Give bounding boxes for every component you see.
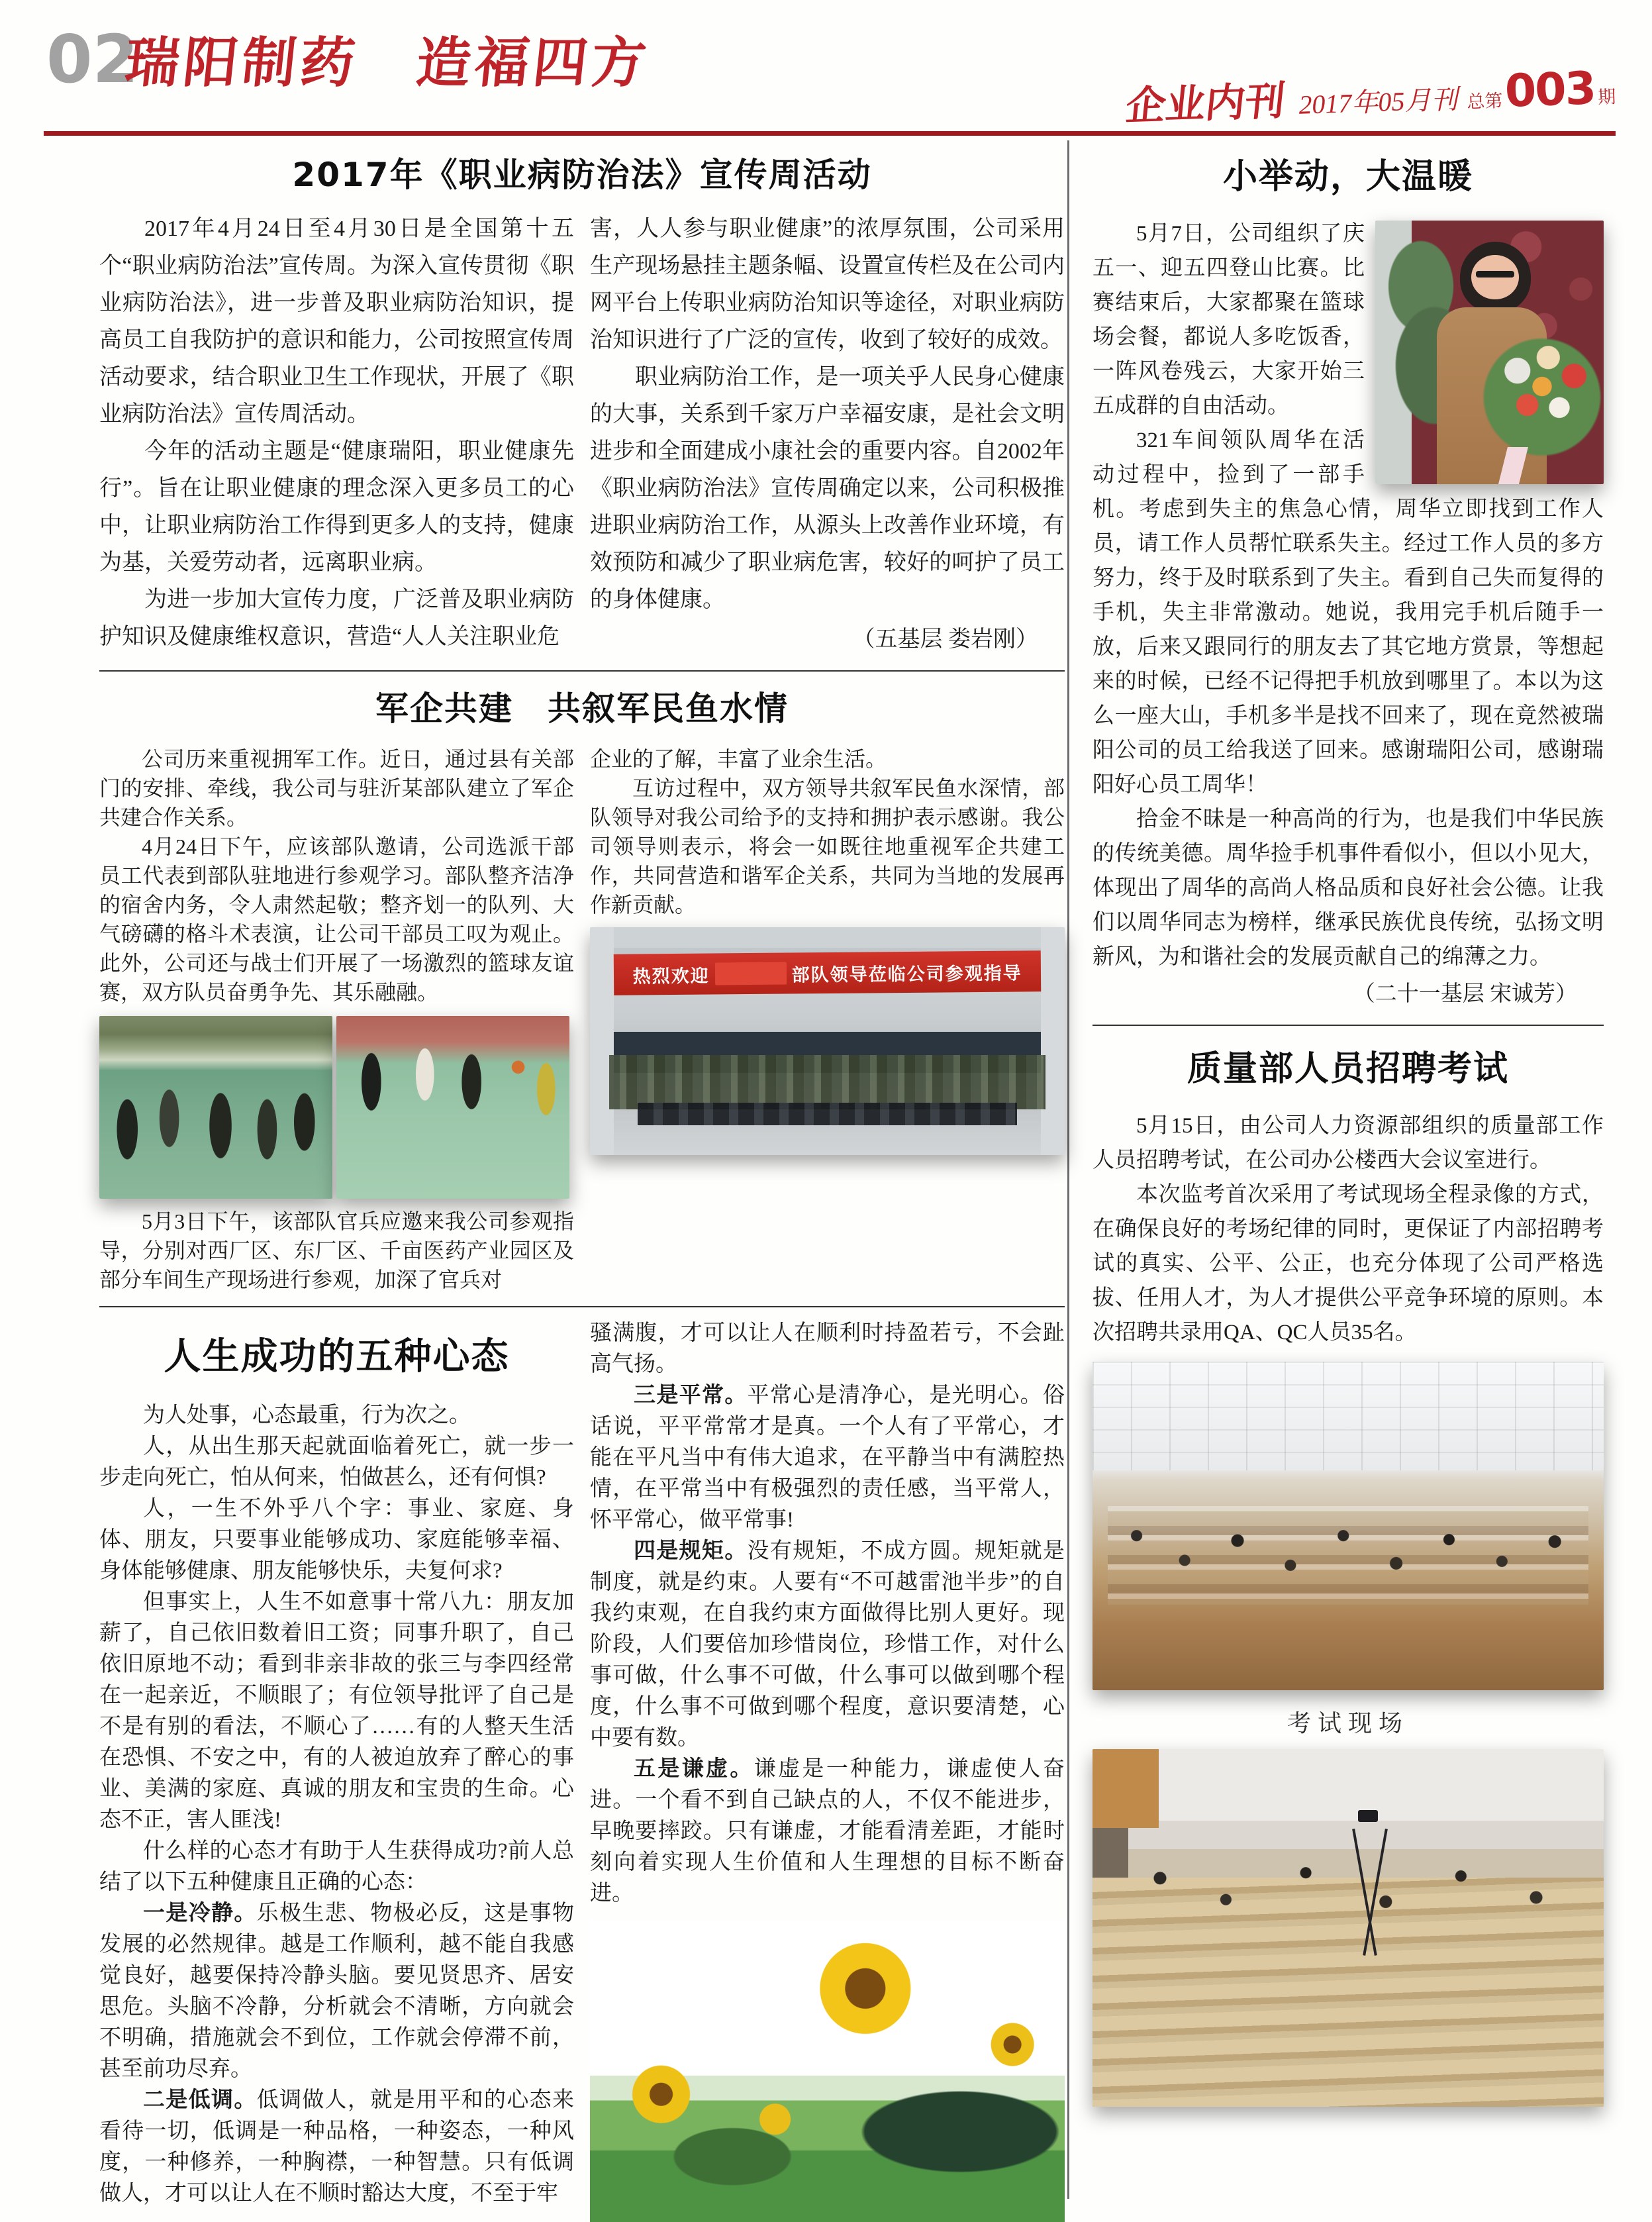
paragraph: 今年的活动主题是“健康瑞阳，职业健康先行”。旨在让职业健康的理念深入更多员工的心中，让职业病防治工作得到更多人的支持，健康为基，关爱劳动者，远离职业病。 (99, 439, 574, 575)
paragraph: 5月7日，公司组织了庆五一、迎五四登山比赛。比赛结束后，大家都聚在篮球场会餐，都说人多吃饭香，一阵风卷残云，大家开始三五成群的自由活动。 (1093, 222, 1365, 418)
article-five-mindsets (99, 1318, 1065, 2222)
article-recruitment-exam (1093, 1040, 1604, 2107)
text-column (590, 1318, 1065, 2222)
banner-text-right: 部队领导莅临公司参观指导 (791, 962, 1022, 985)
paragraph: 四是规矩。没有规矩，不成方圆。规矩就是制度，就是约束。人要有“不可越雷池半步”的自我约束观，在自我约束方面做得比别人更好。现阶段，人们要倍加珍惜岗位，珍惜工作，对什么事可做，什么事不可做，什么事可以做到哪个程度，什么事不可做到哪个程度，意识要清楚，心中要有数。 (590, 1539, 1065, 1750)
photo-troop-group-visit (590, 927, 1065, 1155)
examinees-shape (1108, 1506, 1588, 1605)
text-column-body (1093, 1109, 1604, 1350)
paragraph: 5月15日，由公司人力资源部组织的质量部工作人员招聘考试，在公司办公楼西大会议室进行。 (1093, 1114, 1604, 1172)
issue-suffix: 期 (1597, 87, 1616, 108)
paragraph: 二是低调。低调做人，就是用平和的心态来看待一切，低调是一种品格，一种姿态，一种风度，一种修养，一种胸襟，一种智慧。只有低调做人，才可以让人在不顺时豁达大度，不至于牢 (99, 2088, 575, 2205)
paragraph: 5月3日下午，该部队官兵应邀来我公司参观指导，分别对西厂区、东厂区、千亩医药产业园区及部分车间生产现场进行参观，加深了官兵对 (99, 1209, 574, 1291)
welcome-banner (614, 950, 1042, 995)
paragraph: 害，人人参与职业健康”的浓厚氛围，公司采用生产现场悬挂主题条幅、设置宣传栏及在公司内网平台上传职业病防治知识等途径，对职业病防治知识进行了广泛的宣传，收到了较好的成效。 (590, 217, 1065, 352)
paragraph: 为进一步加大宣传力度，广泛普及职业病防护知识及健康维权意识，营造“人人关注职业危 (99, 587, 574, 649)
column-divider-rule (1067, 140, 1069, 2199)
article-title: 2017年《职业病防治法》宣传周活动 (292, 156, 872, 194)
paragraph: 公司历来重视拥军工作。近日，通过县有关部门的安排、牵线，我公司与驻沂某部队建立了军企共建合作关系。 (99, 747, 574, 829)
redacted-unit-name (714, 962, 786, 985)
photo-sunflowers (590, 1920, 1065, 2222)
masthead-title: 企业内刊 (1124, 79, 1288, 129)
text-column (99, 744, 574, 1294)
paragraph: 为人处事，心态最重，行为次之。 (143, 1403, 471, 1427)
page-number: 02 (46, 21, 139, 98)
video-camera-shape (1358, 1810, 1378, 1822)
photo-exam-room-rear (1093, 1749, 1604, 2107)
paragraph: 321车间领队周华在活动过程中，捡到了一部手机。考虑到失主的焦急心情，周华立即找到工作人员，请工作人员帮忙联系失主。经过工作人员的多方努力，终于及时联系到了失主。看到自己失而复得的手机，失主非常激动。她说，我用完手机后随手一放，后来又跟同行的朋友去了其它地方赏景，等想起来的时候，已经不记得把手机放到哪里了。本以为这么一座大山，手机多半是找不回来了，现在竟然被瑞阳公司的员工给我送了回来。感谢瑞阳公司，感谢瑞阳好心员工周华！ (1093, 429, 1604, 797)
paragraph: 人，从出生那天起就面临着死亡，就一步一步走向死亡，怕从何来，怕做甚么，还有何惧? (99, 1435, 574, 1490)
article-title: 小举动，大温暖 (1222, 157, 1473, 197)
paragraph: 但事实上，人生不如意事十常八九：朋友加薪了，自己依旧数着旧工资；同事升职了，自己依旧原地不动；看到非亲非故的张三与李四经常在一起亲近，不顺眼了；有位领导批评了自己是不是有别的看法，不顺心了……有的人整天生活在恐惧、不安之中，有的人被迫放弃了醉心的事业、美满的家庭、真诚的朋友和宝贵的生命。心态不正，害人匪浅! (99, 1590, 574, 1832)
crowd-front-row-shape (638, 1103, 1018, 1125)
paragraph: 人，一生不外乎八个字：事业、家庭、身体、朋友，只要事业能够成功、家庭能够幸福、身体能够健康、朋友能够快乐，夫复何求? (99, 1497, 574, 1583)
paragraph: 职业病防治工作，是一项关乎人民身心健康的大事，关系到千家万户幸福安康，是社会文明进步和全面建成小康社会的重要内容。自2002年《职业病防治法》宣传周确定以来，公司积极推进职业病防治工作，从源头上改善作业环境，有效预防和减少了职业病危害，较好的呵护了员工的身体健康。 (590, 365, 1065, 612)
text-column-body (99, 1207, 574, 1294)
byline: （五基层 娄岩刚） (852, 627, 1038, 652)
ceiling-shape (1093, 1362, 1604, 1470)
text-column (99, 211, 574, 658)
paragraph-lead: 二是低调。 (143, 2088, 257, 2112)
bouquet-shape (1481, 331, 1604, 463)
paragraph-lead: 一是冷静。 (143, 1901, 257, 1925)
crowd-shape (609, 1055, 1046, 1110)
text-column (590, 211, 1065, 658)
text-column-body (99, 744, 574, 1007)
paragraph: 什么样的心态才有助于人生获得成功?前人总结了以下五种健康且正确的心态： (99, 1839, 574, 1894)
wall-accent-shape (1093, 1749, 1159, 1828)
section-divider (99, 670, 1065, 672)
paragraph: 4月24日下午，应该部队邀请，公司选派干部员工代表到部队驻地进行参观学习。部队整齐洁净的宿舍内务，令人肃然起敬；整齐划一的队列、大气磅礴的格斗术表演，让公司干部员工叹为观止。此外，公司还与战士们开展了一场激烈的篮球友谊赛，双方队员奋勇争先、其乐融融。 (99, 834, 574, 1004)
text-column-body (99, 1400, 574, 2209)
section-divider (1093, 1025, 1604, 1026)
banner-text-left: 热烈欢迎 (632, 965, 710, 987)
photo-woman-with-bouquet (1375, 221, 1604, 484)
header-rule (44, 131, 1616, 136)
article-title: 质量部人员招聘考试 (1187, 1049, 1509, 1089)
text-column-body (590, 1318, 1065, 1909)
paragraph: 拾金不昧是一种高尚的行为，也是我们中华民族的传统美德。周华捡手机事件看似小，但以小见大，体现出了周华的高尚人格品质和良好社会公德。让我们以周华同志为榜样，继承民族优良传统，弘扬文明新风，为和谐社会的发展贡献自己的绵薄之力。 (1093, 807, 1604, 969)
photo-row (99, 1016, 574, 1199)
issue-prefix: 总第 (1466, 91, 1504, 112)
right-page-region (1093, 148, 1604, 2107)
paragraph-lead: 四是规矩。 (634, 1539, 748, 1563)
article-title: 军企共建 共叙军民鱼水情 (375, 689, 789, 728)
paragraph: 骚满腹，才可以让人在顺利时持盈若亏，不会趾高气扬。 (590, 1321, 1065, 1376)
paragraph: 五是谦虚。谦虚是一种能力，谦虚使人奋进。一个看不到自己缺点的人，不仅不能进步，早晚要摔跤。只有谦虚，才能看清差距，才能时刻向着实现人生价值和人生理想的目标不断奋进。 (590, 1757, 1065, 1905)
paragraph: 2017年4月24日至4月30日是全国第十五个“职业病防治法”宣传周。为深入宣传贯彻《职业病防治法》，进一步普及职业病防治知识，提高员工自我防护的意识和能力，公司按照宣传周活动要求，结合职业卫生工作现状，开展了《职业病防治法》宣传周活动。 (99, 217, 574, 427)
byline: （二十一基层 宋诚芳） (1353, 982, 1577, 1006)
paragraph: 互访过程中，双方领导共叙军民鱼水深情，部队领导对我公司给予的支持和拥护表示感谢。我公司领导则表示，将会一如既往地重视军企共建工作，共同营造和谐军企关系，共同为当地的发展再作新贡献。 (590, 776, 1065, 917)
text-column-body (590, 744, 1065, 919)
article-military-enterprise (99, 682, 1065, 1294)
left-page-region (99, 148, 1065, 2222)
text-column-body (590, 211, 1065, 619)
article-warm-deed (1093, 148, 1604, 1011)
paragraph: 三是平常。平常心是清净心，是光明心。俗话说，平平常常才是真。一个人有了平常心，才能在平凡当中有伟大追求，在平静当中有满腔热情，在平常当中有极强烈的责任感，当平常人，怀平常心，做平常事! (590, 1384, 1065, 1532)
photo-exam-room-wide (1093, 1362, 1604, 1690)
paragraph: 本次监考首次采用了考试现场全程录像的方式，在确保良好的考场纪律的同时，更保证了内部招聘考试的真实、公平、公正，也充分体现了公司严格选拔、任用人才，为人才提供公平竞争环境的原则。本次招聘共录用QA、QC人员35名。 (1093, 1183, 1604, 1344)
masthead-slogan: 瑞阳制药 造福四方 (122, 33, 654, 93)
text-column (590, 744, 1065, 1294)
photo-caption: 考试现场 (1287, 1710, 1409, 1737)
paragraph: 企业的了解，丰富了业余生活。 (590, 747, 887, 771)
text-column (99, 1318, 574, 2222)
issue-number: 003 (1504, 62, 1596, 118)
examinees-shape (1113, 1835, 1583, 1943)
article-occupational-disease-week (99, 148, 1065, 658)
photo-basketball-game-left (99, 1016, 332, 1199)
article-body (1093, 217, 1604, 1011)
paragraph-lead: 三是平常。 (634, 1384, 748, 1407)
paragraph-lead: 五是谦虚。 (634, 1757, 754, 1781)
glasses-shape (1476, 271, 1515, 278)
photo-basketball-game-right (336, 1016, 569, 1199)
issue-date: 2017年05月刊 (1298, 84, 1459, 120)
article-title: 人生成功的五种心态 (164, 1335, 510, 1378)
masthead (1126, 58, 1617, 132)
section-divider (99, 1306, 1065, 1307)
paragraph: 一是冷静。乐极生悲、物极必反，这是事物发展的必然规律。越是工作顺利，越不能自我感觉良好，越要保持冷静头脑。要见贤思齐、居安思危。头脑不冷静，分析就会不清晰，方向就会不明确，措施就会不到位，工作就会停滞不前，甚至前功尽弃。 (99, 1901, 575, 2081)
